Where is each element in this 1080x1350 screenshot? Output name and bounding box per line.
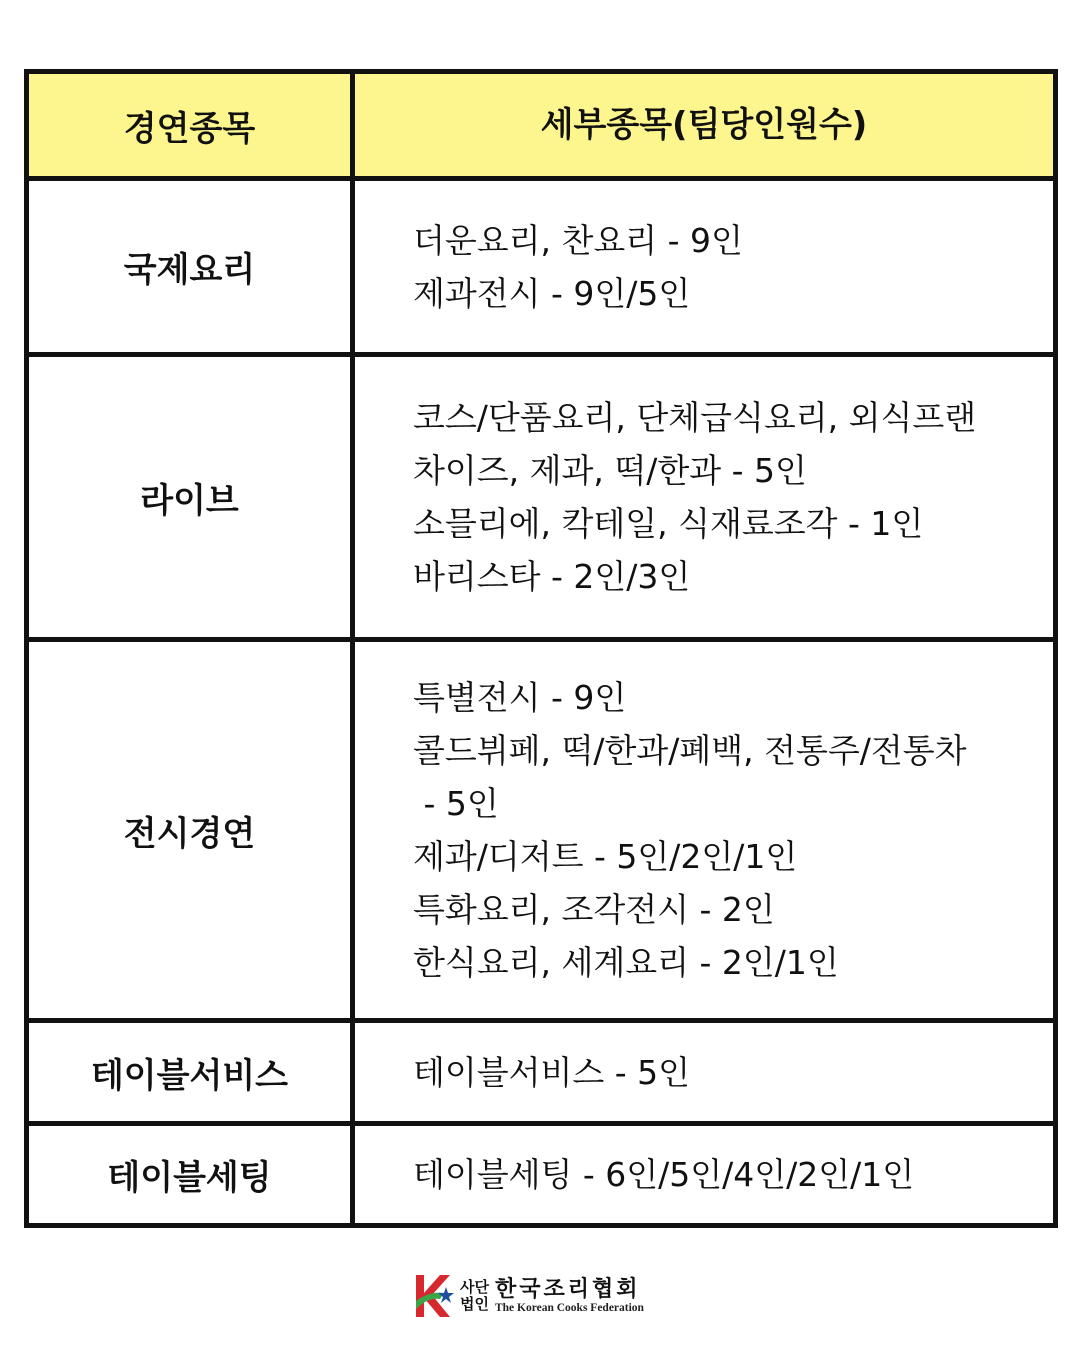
- detail-cell: [355, 1023, 1053, 1121]
- logo-corp-line2: 법인: [460, 1295, 489, 1313]
- detail-line: 콜드뷔페, 떡/한과/폐백, 전통주/전통차: [413, 731, 967, 770]
- detail-cell: [355, 357, 1053, 637]
- header-category: 경연종목: [29, 74, 355, 176]
- detail-line: 제과전시 - 9인/5인: [413, 273, 691, 313]
- category-cell: 테이블세팅: [29, 1126, 355, 1223]
- logo-text: [495, 1277, 644, 1315]
- detail-line: 코스/단품요리, 단체급식요리, 외식프랜: [413, 398, 977, 437]
- logo-name-en: The Korean Cooks Federation: [494, 1302, 644, 1314]
- detail-line: 제과/디저트 - 5인/2인/1인: [413, 837, 798, 876]
- detail-cell: [355, 642, 1053, 1018]
- detail-line: 한식요리, 세계요리 - 2인/1인: [413, 943, 839, 982]
- table-row: [29, 642, 1053, 1023]
- detail-line: 소믈리에, 칵테일, 식재료조각 - 1인: [413, 504, 924, 543]
- table-row: [29, 1126, 1053, 1223]
- detail-line: 바리스타 - 2인/3인: [413, 557, 691, 596]
- detail-line: 더운요리, 찬요리 - 9인: [413, 220, 743, 260]
- header-detail: 세부종목(팀당인원수): [540, 104, 868, 145]
- federation-logo: [410, 1270, 680, 1322]
- detail-cell: [355, 181, 1053, 352]
- competition-table: [24, 69, 1058, 1228]
- k-star-logo-icon: [410, 1271, 458, 1321]
- logo-corp-label: [460, 1279, 489, 1313]
- table-row: [29, 1023, 1053, 1126]
- detail-cell: [355, 1126, 1053, 1223]
- category-cell: 국제요리: [29, 181, 355, 352]
- detail-line: 테이블서비스 - 5인: [413, 1052, 691, 1092]
- detail-line: 차이즈, 제과, 떡/한과 - 5인: [413, 451, 807, 490]
- category-cell: 전시경연: [29, 642, 355, 1018]
- logo-corp-line1: 사단: [460, 1278, 489, 1296]
- category-cell: 테이블서비스: [29, 1023, 355, 1121]
- detail-line: 특별전시 - 9인: [413, 678, 627, 717]
- detail-line: 테이블세팅 - 6인/5인/4인/2인/1인: [413, 1155, 915, 1194]
- table-row: [29, 357, 1053, 642]
- category-cell: 라이브: [29, 357, 355, 637]
- logo-name-ko: 한국조리협회: [494, 1276, 641, 1302]
- detail-line: 특화요리, 조각전시 - 2인: [413, 890, 775, 929]
- detail-line: - 5인: [413, 784, 499, 823]
- table-row: [29, 181, 1053, 357]
- table-header-row: [29, 74, 1053, 181]
